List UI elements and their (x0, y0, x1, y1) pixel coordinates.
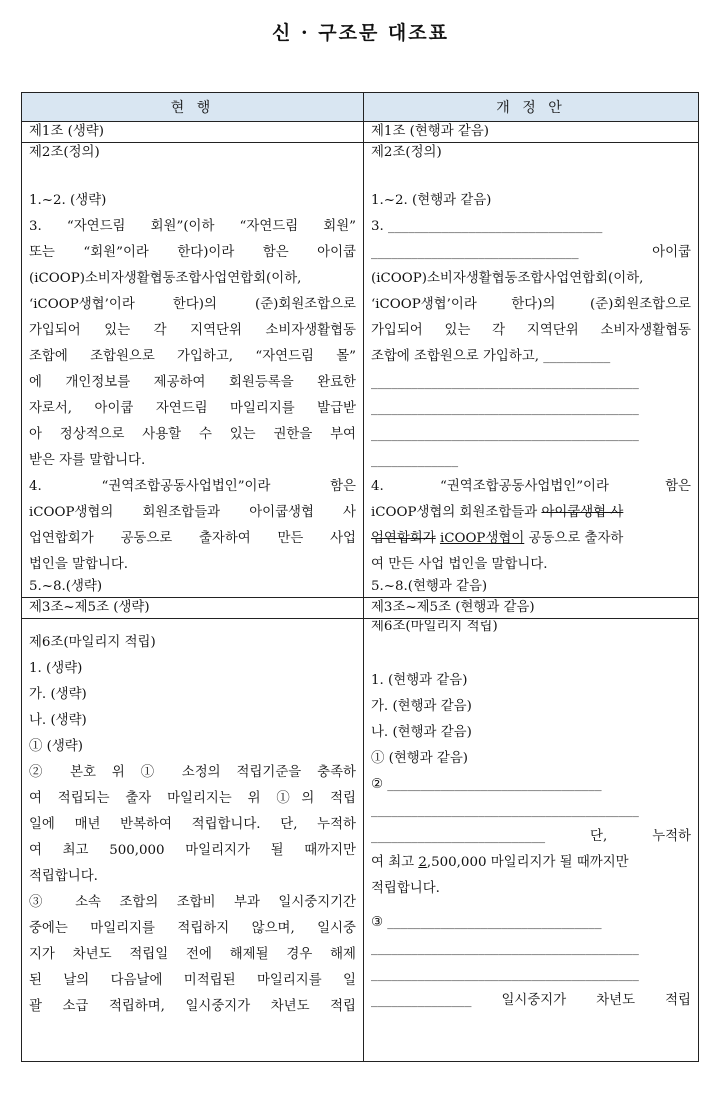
table-row-article-2 (22, 143, 699, 598)
article-2-item3-line: _______________________________ 아이쿱 (371, 245, 691, 260)
article-6-item-1: 1. (생략) (29, 661, 83, 676)
article-6-clause-3-line: 된 날의 다음날에 미적립된 마일리지를 일 (29, 973, 356, 988)
comparison-table (21, 92, 699, 1062)
article-2-item4-line (371, 526, 691, 552)
header-current: 현 행 (22, 93, 364, 122)
article-2-item3-line: 조합에 조합원으로 가입하고, “자연드림 몰” (29, 349, 356, 364)
blank-line (371, 638, 691, 668)
article-6-current (22, 619, 364, 1062)
article-2-item4-line: 업연합회가 공동으로 출자하여 만든 사업 (29, 531, 356, 546)
table-row-article-3-5 (22, 598, 699, 619)
article-2-items-5-8: 5.~8.(생략) (29, 579, 103, 594)
clause-2-text: 여 최고 (371, 855, 419, 870)
item4-text: iCOOP생협의 회원조합들과 (371, 505, 542, 520)
article-6-revised (364, 619, 699, 1062)
deleted-text: 아이쿱생협 사 (541, 505, 624, 520)
article-2-item3-line: ‘iCOOP생협’이라 한다)의 (준)회원조합으로 (29, 297, 356, 312)
article-1-revised: 제1조 (현행과 같음) (364, 122, 699, 143)
inserted-text: iCOOP생협이 (439, 531, 525, 546)
page-title: 신 · 구조문 대조표 (272, 22, 449, 44)
article-6-clause-2-line: 일에 매년 반복하여 적립합니다. 단, 누적하 (29, 817, 356, 832)
article-2-item3-line: 조합에 조합원으로 가입하고, __________ (371, 349, 611, 364)
article-2-item3-line: 자로서, 아이쿱 자연드림 마일리지를 발급받 (29, 401, 356, 416)
blank-line (29, 620, 356, 630)
table-row-article-1 (22, 122, 699, 143)
article-6-clause-2-line: __________________________ 단, 누적하 (371, 829, 691, 844)
article-2-item4-line (371, 500, 691, 526)
header-row (22, 93, 699, 122)
article-2-item4-line: 법인을 말합니다. (29, 557, 129, 572)
article-2-item3-line: 받은 자를 말합니다. (29, 453, 146, 468)
article-2-item3-line: ________________________________________ (371, 427, 639, 442)
article-6-item-na: 나. (현행과 같음) (371, 725, 472, 740)
article-2-item3-line: 아 정상적으로 사용할 수 있는 권한을 부여 (29, 427, 356, 442)
article-6-clause-2-line: ② 본호 위 ① 소정의 적립기준을 충족하 (29, 765, 356, 780)
article-2-item3-line: (iCOOP)소비자생활협동조합사업연합회(이하, (29, 271, 302, 286)
blank-line (29, 164, 356, 188)
article-2-item3-line: _____________ (371, 453, 459, 468)
blank-line (371, 902, 691, 910)
table-row-article-6 (22, 619, 699, 1062)
article-6-clause-2-line: ② ________________________________ (371, 777, 602, 792)
article-6-clause-2-line: 적립합니다. (371, 881, 440, 896)
article-6-clause-2-line (371, 850, 691, 876)
clause-2-text: ,500,000 마일리지가 될 때까지만 (426, 855, 629, 870)
article-2-item4-line: iCOOP생협의 회원조합들과 아이쿱생협 사 (29, 505, 356, 520)
article-2-items-1-2: 1.~2. (현행과 같음) (371, 193, 492, 208)
article-6-clause-3-line: _______________ 일시중지가 차년도 적립 (371, 993, 691, 1008)
article-2-item3-line: ________________________________________ (371, 375, 639, 390)
article-6-clause-2-line: 적립합니다. (29, 869, 98, 884)
article-6-item-ga: 가. (현행과 같음) (371, 699, 472, 714)
article-2-item3-line: 에 개인정보를 제공하여 회원등록을 완료한 (29, 375, 356, 390)
article-6-clause-3-line: ________________________________________ (371, 941, 639, 956)
article-3-5-revised: 제3조~제5조 (현행과 같음) (364, 598, 699, 619)
article-6-clause-3-line: ③ ________________________________ (371, 915, 602, 930)
inserted-text: 2 (418, 855, 427, 870)
article-2-items-1-2: 1.~2. (생략) (29, 193, 107, 208)
article-3-5-current: 제3조~제5조 (생략) (22, 598, 364, 619)
article-6-item-ga: 가. (생략) (29, 687, 87, 702)
article-2-item3-line: (iCOOP)소비자생활협동조합사업연합회(이하, (371, 271, 644, 286)
article-6-item-na: 나. (생략) (29, 713, 87, 728)
article-2-item4-line: 4. “권역조합공동사업법인”이라 함은 (29, 479, 356, 494)
item4-text: 공동으로 출자하 (524, 531, 624, 546)
article-2-items-5-8: 5.~8.(현행과 같음) (371, 579, 488, 594)
article-6-clause-3-line: 중에는 마일리지를 적립하지 않으며, 일시중 (29, 921, 356, 936)
article-6-clause-1: ① (현행과 같음) (371, 751, 469, 766)
article-6-clause-3-line: 괄 소급 적립하며, 일시중지가 차년도 적립 (29, 999, 356, 1014)
article-2-item4-line: 여 만든 사업 법인을 말합니다. (371, 557, 548, 572)
article-2-item3-line: 가입되어 있는 각 지역단위 소비자생활협동 (371, 323, 691, 338)
article-6-clause-1: ① (생략) (29, 739, 83, 754)
article-2-current (22, 143, 364, 598)
article-2-item3-line: ‘iCOOP생협’이라 한다)의 (준)회원조합으로 (371, 297, 691, 312)
article-2-revised (364, 143, 699, 598)
header-revised: 개 정 안 (364, 93, 699, 122)
article-2-item3-line: 3. ________________________________ (371, 219, 603, 234)
article-2-item4-line: 4. “권역조합공동사업법인”이라 함은 (371, 479, 691, 494)
article-6-clause-2-line: 여 적립되는 출자 마일리지는 위 ①의 적립 (29, 791, 356, 806)
article-6-heading: 제6조(마일리지 적립) (29, 635, 156, 650)
article-2-item3-line: ________________________________________ (371, 401, 639, 416)
article-6-clause-2-line: ________________________________________ (371, 803, 639, 818)
article-2-item3-line: 3. “자연드림 회원”(이하 “자연드림 회원” (29, 219, 356, 234)
article-6-clause-3-line: 지가 차년도 적립일 전에 해제될 경우 해제 (29, 947, 356, 962)
article-2-item3-line: 또는 “회원”이라 한다)이라 함은 아이쿱 (29, 245, 356, 260)
article-6-item-1: 1. (현행과 같음) (371, 673, 468, 688)
article-6-heading: 제6조(마일리지 적립) (371, 620, 498, 634)
article-6-clause-3-line: ③ 소속 조합의 조합비 부과 일시중지기간 (29, 895, 356, 910)
blank-line (371, 164, 691, 188)
article-1-current: 제1조 (생략) (22, 122, 364, 143)
article-6-clause-3-line: ________________________________________ (371, 967, 639, 982)
article-2-heading: 제2조(정의) (29, 145, 100, 160)
article-2-heading: 제2조(정의) (371, 145, 442, 160)
deleted-text: 업연합회가 (371, 531, 436, 546)
article-6-clause-2-line: 여 최고 500,000 마일리지가 될 때까지만 (29, 843, 356, 858)
article-2-item3-line: 가입되어 있는 각 지역단위 소비자생활협동 (29, 323, 356, 338)
